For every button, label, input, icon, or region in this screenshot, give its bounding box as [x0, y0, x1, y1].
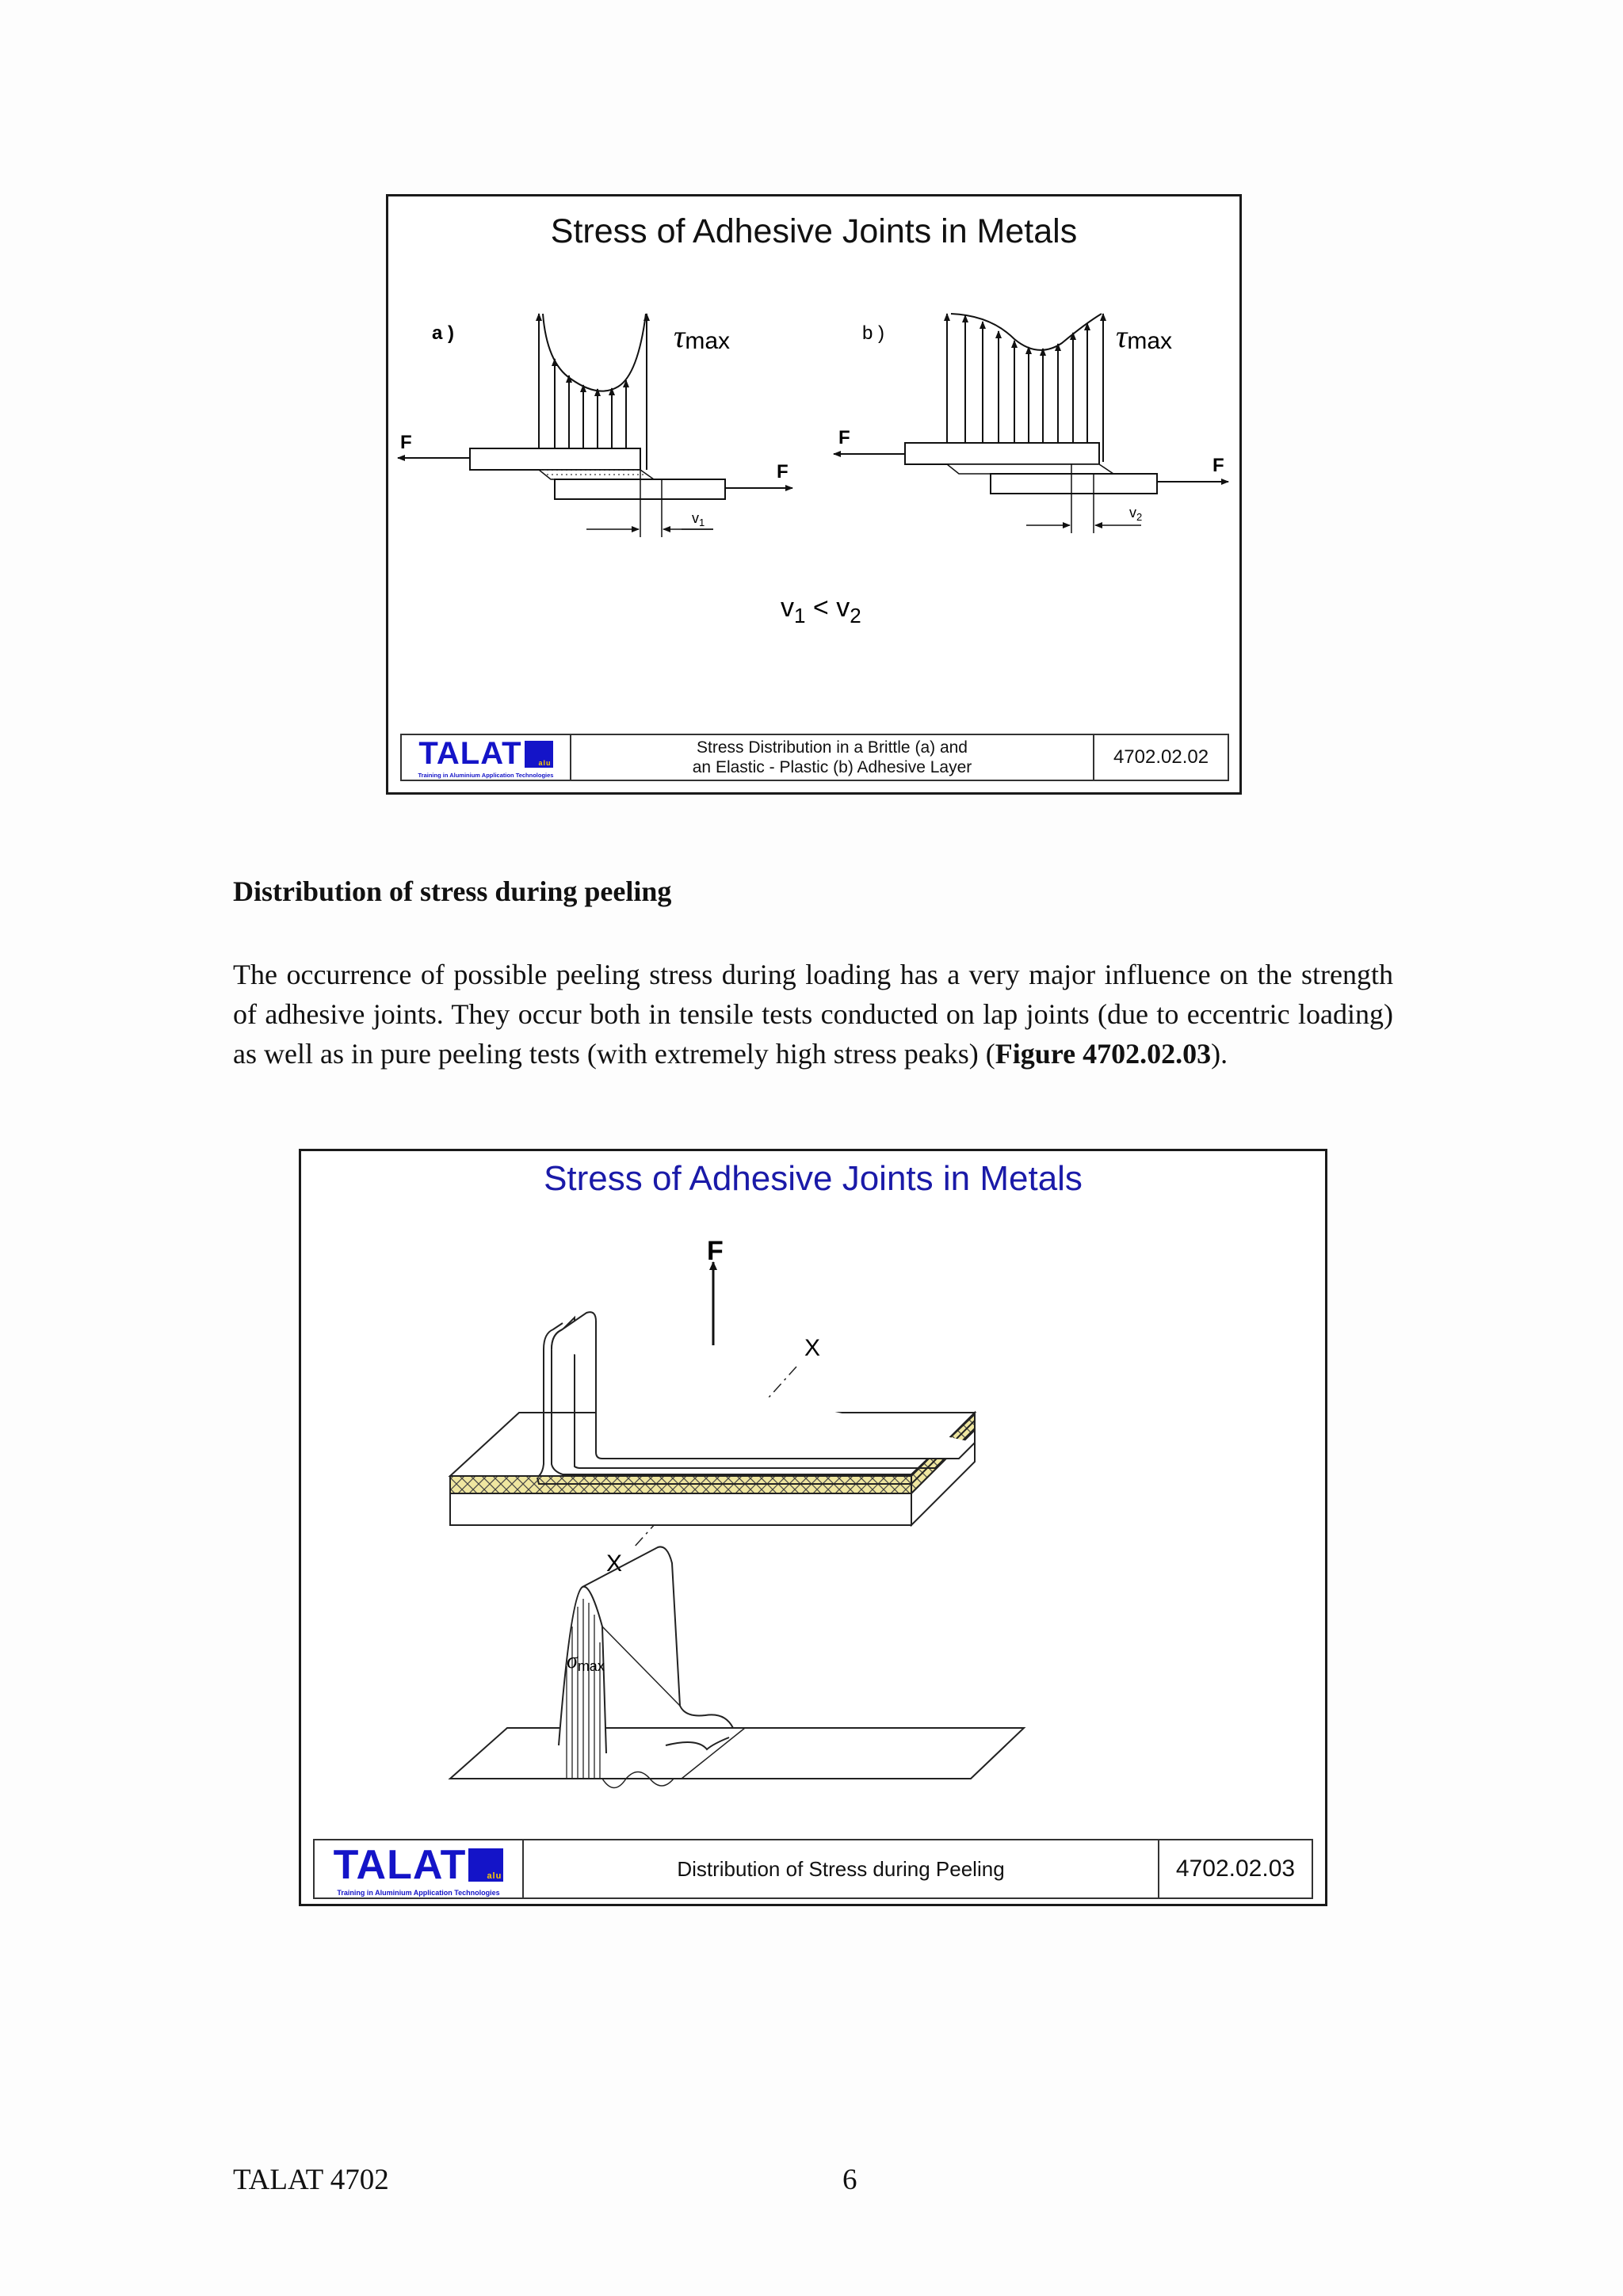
figure-title: Stress of Adhesive Joints in Metals	[544, 1159, 1083, 1198]
figure-footer	[313, 1839, 1313, 1899]
elastic-plastic-stress-curve	[951, 314, 1102, 350]
force-label: F	[707, 1236, 724, 1266]
figure-caption: Distribution of Stress during Peeling	[524, 1840, 1159, 1897]
peeling-stress-diagram	[301, 1151, 1325, 1904]
figure-title: Stress of Adhesive Joints in Metals	[550, 212, 1078, 250]
adhesive-layer-b	[947, 464, 1113, 474]
page-number: 6	[842, 2164, 857, 2196]
figure-caption: Stress Distribution in a Brittle (a) and an Elastic - Plastic (b) Adhesive Layer	[571, 735, 1094, 780]
talat-logo: TALAT alu Training in Aluminium Application Technologies	[402, 735, 571, 780]
figure-code: 4702.02.02	[1113, 746, 1209, 768]
talat-logo: TALAT alu Training in Aluminium Application Technologies	[315, 1840, 524, 1897]
sigma-max-label: σmax	[567, 1649, 605, 1674]
document-id: TALAT 4702	[233, 2164, 389, 2196]
upper-plate-b	[905, 443, 1099, 464]
figure-footer	[400, 734, 1229, 781]
figure-code: 4702.02.03	[1175, 1855, 1296, 1882]
lower-plate-b	[991, 474, 1157, 494]
eu-flag-icon: alu	[468, 1848, 503, 1882]
figure-4702-02-03	[299, 1149, 1327, 1906]
force-label-a-left: F	[400, 432, 412, 453]
label-b: b )	[862, 322, 885, 344]
section-heading: Distribution of stress during peeling	[233, 875, 672, 907]
figure-4702-02-02	[386, 194, 1242, 795]
force-label-b-right: F	[1212, 455, 1224, 476]
eu-flag-icon: alu	[525, 741, 553, 768]
stress-arrows-b	[947, 314, 1103, 462]
v2-label: $v_2$	[1129, 505, 1143, 523]
label-a: a )	[432, 322, 455, 344]
section-x-top: X	[804, 1335, 821, 1361]
stress-arrows-a	[539, 314, 647, 470]
force-label-a-right: F	[777, 461, 789, 482]
base-plate-front	[450, 1493, 911, 1525]
tau-max-label-b: τmax	[1116, 318, 1173, 354]
brittle-stress-curve	[543, 314, 646, 391]
section-x-bottom: X	[606, 1550, 623, 1577]
stress-distribution-diagram	[388, 196, 1239, 792]
stress-plane	[450, 1728, 1024, 1779]
body-paragraph: The occurrence of possible peeling stress during loading has a very major influence on the strength of adhesive joints. They occur both in tensile tests conducted on lap joints (due to eccentric loading) as well as in pure peeling tests (with extremely high stress peaks) (Figure 4702.02.03).	[233, 959, 1393, 1070]
v1-label: $v_1$	[692, 510, 705, 528]
adhesive-layer-a	[539, 470, 654, 479]
figure-reference: Figure 4702.02.03	[995, 1038, 1212, 1070]
upper-plate-a	[470, 448, 640, 470]
force-label-b-left: F	[838, 427, 850, 448]
v1-less-than-v2: $v_1 < v_2$	[781, 593, 861, 627]
tau-max-label-a: τmax	[674, 318, 731, 354]
